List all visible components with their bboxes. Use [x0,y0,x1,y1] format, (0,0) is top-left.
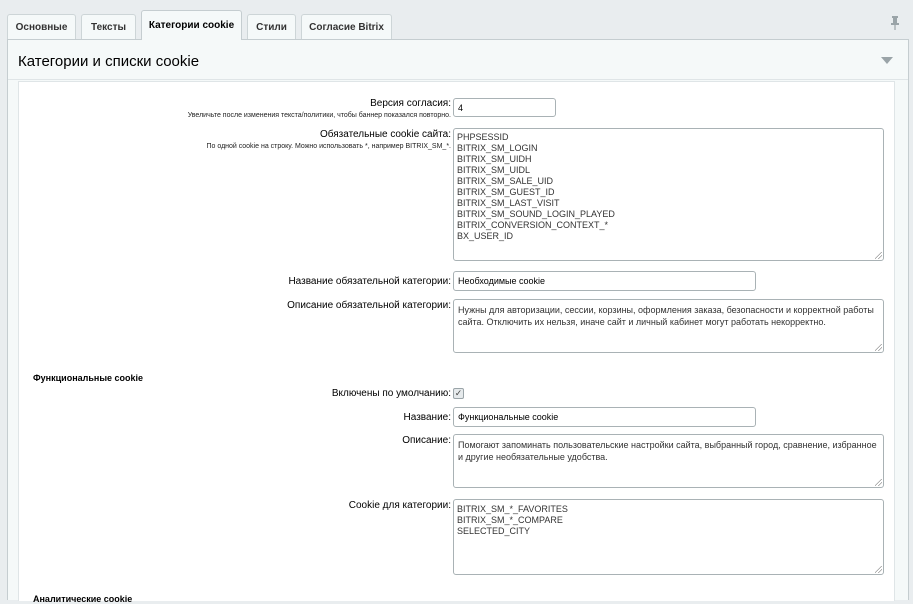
functional-name-input[interactable]: Функциональные cookie [453,407,756,427]
required-cookie-line: BITRIX_SM_LOGIN [457,143,538,153]
required-cookies-textarea[interactable] [453,128,884,261]
consent-version-hint: Увеличьте после изменения текста/политики, чтобы баннер показался повторно. [187,112,451,119]
resize-grip-icon[interactable] [875,479,882,486]
functional-section-title: Функциональные cookie [33,373,144,383]
required-cookie-line: BITRIX_CONVERSION_CONTEXT_* [457,220,609,230]
functional-cookie-line: BITRIX_SM_*_COMPARE [457,515,563,525]
tab-bar [0,0,913,40]
required-category-desc-text: Нужны для авторизации, сессии, корзины, оформления заказа, безопасности и корректной работы сайта. Отключить их нельзя, иначе сайт и личный кабинет могут работать некорректно. [458,305,874,327]
panel-header [8,40,908,80]
functional-desc-label: Описание: [402,435,451,446]
resize-grip-icon[interactable] [875,566,882,573]
resize-grip-icon[interactable] [875,344,882,351]
functional-desc-textarea[interactable] [453,434,884,488]
required-cookie-line: BITRIX_SM_LAST_VISIT [457,198,560,208]
required-cookie-line: BITRIX_SM_GUEST_ID [457,187,555,197]
consent-version-input[interactable]: 4 [453,98,556,117]
required-cookie-line: BITRIX_SM_SALE_UID [457,176,554,186]
settings-panel [7,39,909,604]
checkmark-icon: ✓ [454,388,463,398]
tab-texts[interactable]: Тексты [81,14,136,40]
pin-icon[interactable] [889,15,901,31]
analytics-section-title: Аналитические cookie [33,594,133,604]
chevron-down-icon[interactable] [881,57,893,64]
required-cookie-line: BITRIX_SM_UIDH [457,154,532,164]
functional-cookie-line: BITRIX_SM_*_FAVORITES [457,504,568,514]
required-cookie-line: BX_USER_ID [457,231,514,241]
required-cookie-line: BITRIX_SM_UIDL [457,165,531,175]
tab-styles[interactable]: Стили [247,14,296,40]
functional-cookies-label: Cookie для категории: [348,500,451,511]
consent-version-label: Версия согласия: [370,98,451,109]
required-category-name-label: Название обязательной категории: [288,276,451,287]
panel-title: Категории и списки cookie [18,53,200,70]
required-category-name-input[interactable]: Необходимые cookie [453,271,756,291]
tab-main[interactable]: Основные [7,14,76,40]
required-cookies-label: Обязательные cookie сайта: [319,129,451,140]
form-content [18,81,895,604]
required-category-desc-label: Описание обязательной категории: [287,300,451,311]
functional-enabled-checkbox[interactable] [453,388,464,399]
functional-name-label: Название: [403,412,451,423]
tab-bitrix-consent[interactable]: Согласие Bitrix [301,14,392,40]
functional-cookies-textarea[interactable] [453,499,884,575]
required-cookie-line: PHPSESSID [457,132,509,142]
required-cookies-hint: По одной cookie на строку. Можно использовать *, например BITRIX_SM_*. [206,143,451,150]
resize-grip-icon[interactable] [875,252,882,259]
functional-enabled-label: Включены по умолчанию: [331,388,451,399]
tab-cookie-categories[interactable]: Категории cookie [141,10,242,40]
functional-desc-text: Помогают запоминать пользовательские настройки сайта, выбранный город, сравнение, избранное и другие необязательные удобства. [458,440,877,462]
required-cookie-line: BITRIX_SM_SOUND_LOGIN_PLAYED [457,209,615,219]
required-category-desc-textarea[interactable] [453,299,884,353]
functional-cookie-line: SELECTED_CITY [457,526,531,536]
